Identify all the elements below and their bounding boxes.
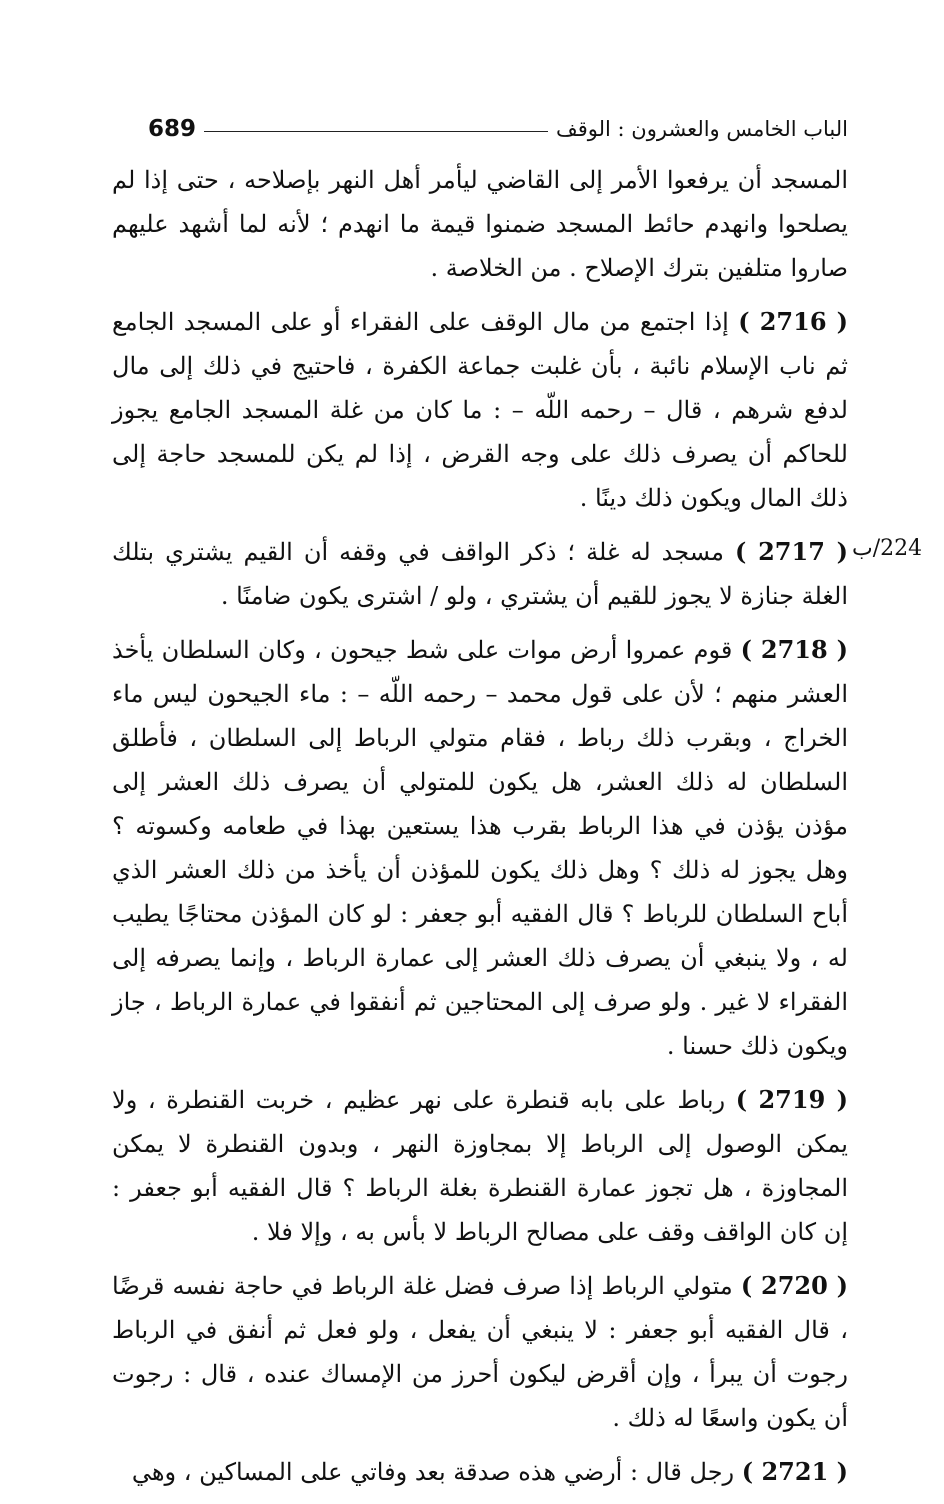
paragraph-text: رجل قال : أرضي هذه صدقة بعد وفاتي على المساكين ، وهي — [131, 1458, 742, 1486]
paragraph-text: رباط على بابه قنطرة على نهر عظيم ، خربت القنطرة ، ولا يمكن الوصول إلى الرباط إلا بمجاوزة النهر ، وبدون القنطرة لا يمكن المجاوزة ، هل تجوز عمارة القنطرة بغلة الرباط ؟ قال الفقيه أبو جعفر : إن كان الواقف وقف على مصالح الرباط لا بأس به ، وإلا فلا . — [112, 1086, 848, 1246]
chapter-title: الباب الخامس والعشرون : الوقف — [556, 117, 848, 141]
paragraph-2718 — [112, 628, 848, 1068]
margin-manuscript-note: 224/ب — [852, 536, 923, 561]
paragraph-text: المسجد أن يرفعوا الأمر إلى القاضي ليأمر أهل النهر بإصلاحه ، حتى إذا لم يصلحوا وانهدم حائط المسجد ضمنوا قيمة ما انهدم ؛ لأنه لما أشهد عليهم صاروا متلفين بترك الإصلاح . من الخلاصة . — [112, 166, 848, 282]
paragraph-continuation — [112, 158, 848, 290]
body-text — [112, 158, 848, 1504]
paragraph-text: مسجد له غلة ؛ ذكر الواقف في وقفه أن القيم يشتري بتلك الغلة جنازة لا يجوز للقيم أن يشتري ، ولو / اشترى يكون ضامنًا . — [112, 538, 848, 610]
running-header — [148, 112, 848, 146]
paragraph-2716 — [112, 300, 848, 520]
paragraph-2717 — [112, 530, 848, 618]
paragraph-number: ( 2720 ) — [740, 1271, 849, 1300]
paragraph-text: متولي الرباط إذا صرف فضل غلة الرباط في حاجة نفسه قرضًا ، قال الفقيه أبو جعفر : لا ينبغي أن يفعل ، ولو فعل ثم أنفق في الرباط رجوت أن يبرأ ، وإن أقرض ليكون أحرز من الإمساك عنده ، قال : رجوت أن يكون واسعًا له ذلك . — [112, 1272, 848, 1432]
paragraph-number: ( 2717 ) — [735, 537, 848, 566]
paragraph-number: ( 2718 ) — [740, 635, 848, 664]
paragraph-2719 — [112, 1078, 848, 1254]
paragraph-number: ( 2716 ) — [738, 307, 848, 336]
paragraph-number: ( 2721 ) — [741, 1457, 848, 1486]
paragraph-text: قوم عمروا أرض موات على شط جيحون ، وكان السلطان يأخذ العشر منهم ؛ لأن على قول محمد – رحمه اللّه – : ماء الجيحون ليس ماء الخراج ، وبقرب ذلك رباط ، فقام متولي الرباط إلى السلطان ، فأطلق السلطان له ذلك العشر، هل يكون للمتولي أن يصرف ذلك العشر إلى مؤذن يؤذن في هذا الرباط بقرب هذا يستعين بهذا في طعامه وكسوته ؟ وهل يجوز له ذلك ؟ وهل ذلك يكون للمؤذن أن يأخذ من ذلك العشر الذي أباح السلطان للرباط ؟ قال الفقيه أبو جعفر : لو كان المؤذن محتاجًا يطيب له ، ولا ينبغي أن يصرف ذلك العشر إلى عمارة الرباط ، وإنما يصرفه إلى الفقراء لا غير . ولو صرف إلى المحتاجين ثم أنفقوا في عمارة الرباط ، جاز ويكون ذلك حسنا . — [112, 636, 849, 1060]
paragraph-text: إذا اجتمع من مال الوقف على الفقراء أو على المسجد الجامع ثم ناب الإسلام نائبة ، بأن غلبت جماعة الكفرة ، فاحتيج في ذلك إلى مال لدفع شرهم ، قال – رحمه اللّه – : ما كان من غلة المسجد الجامع يجوز للحاكم أن يصرف ذلك على وجه القرض ، إذا لم يكن للمسجد حاجة إلى ذلك المال ويكون ذلك دينًا . — [112, 308, 848, 512]
paragraph-2721 — [112, 1450, 848, 1494]
paragraph-number: ( 2719 ) — [735, 1085, 848, 1114]
header-rule — [204, 131, 548, 132]
page-number: 689 — [148, 116, 197, 142]
paragraph-2720 — [112, 1264, 848, 1440]
